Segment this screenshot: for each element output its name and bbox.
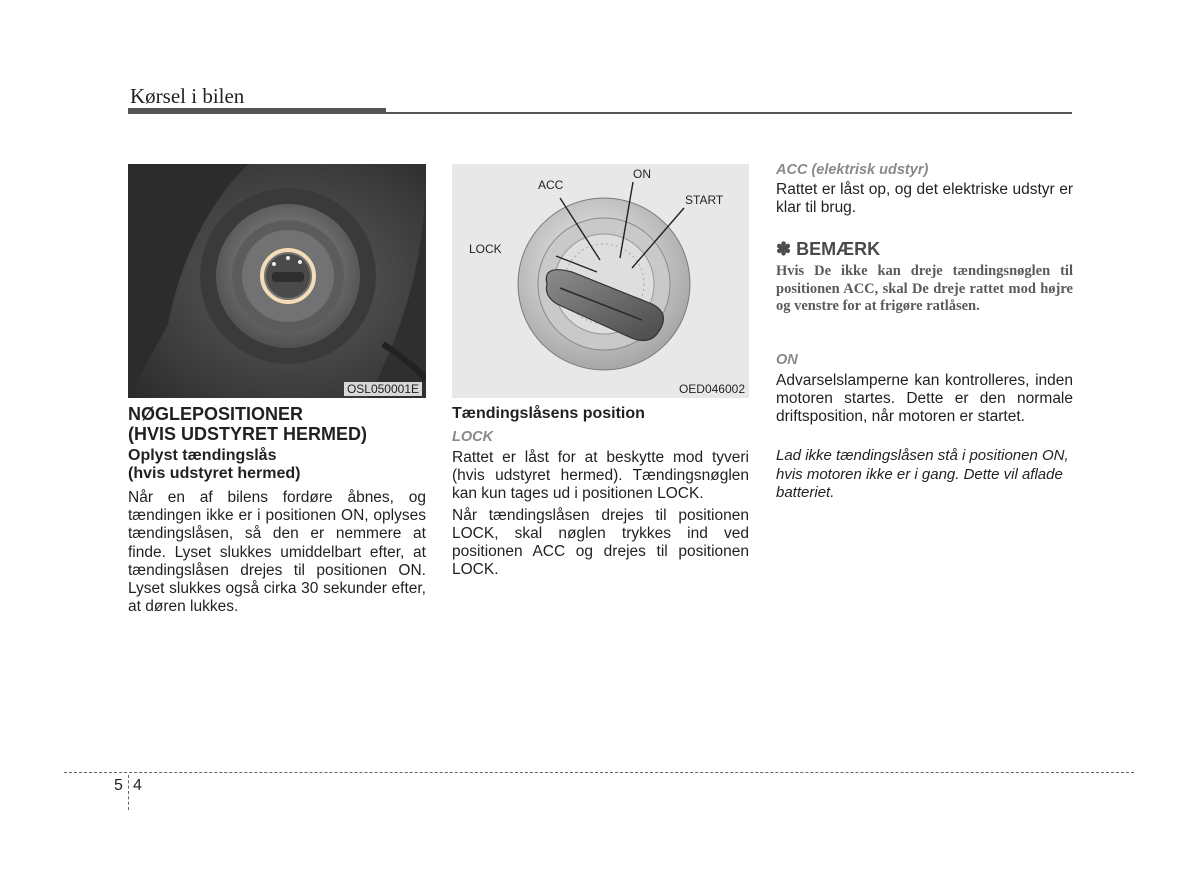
note-heading: [776, 239, 880, 260]
on-warning: Lad ikke tændingslåsen stå i positionen ON, hvis motoren ikke er i gang. Dette vil aflade batteriet.: [776, 447, 1069, 501]
heading-line: NØGLEPOSITIONER: [128, 404, 304, 424]
acc-title: ACC (elektrisk udstyr): [776, 162, 929, 178]
on-body: [776, 372, 1073, 430]
on-title: ON: [776, 352, 798, 368]
subheading-line: Oplyst tændingslås: [128, 447, 277, 464]
col1-body: [128, 489, 426, 619]
note-label: BEMÆRK: [796, 239, 881, 259]
paragraph: Når tændingslåsen drejes til positionen LOCK, skal nøglen trykkes ind ved positionen ACC og drejes til positionen LOCK.: [452, 506, 749, 579]
heading-ignition-position: Tændingslåsens position: [452, 405, 645, 422]
ignition-position-diagram: [452, 164, 749, 398]
heading-key-positions: [128, 404, 367, 444]
paragraph: Når en af bilens fordøre åbnes, og tændingen ikke er i positionen ON, oplyses tændingslåsen, så den er nemmere at finde. Lyset slukkes umiddelbart efter, at tændingslåsen drejes til positionen ON. Lyset slukkes også cirka 30 sekunder efter, at døren lukkes.: [128, 489, 426, 616]
footer-rule: [64, 772, 1134, 773]
note-body: Hvis De ikke kan dreje tændingsnøglen til positionen ACC, skal De dreje rattet mod højre og venstre for at frigøre ratlåsen.: [776, 263, 1073, 314]
label-acc: ACC: [538, 178, 564, 192]
chapter-number: 5: [114, 777, 123, 794]
figure-code: OSL050001E: [344, 382, 422, 396]
header-rule-thin: [386, 112, 1072, 114]
illuminated-ignition-photo: [128, 164, 426, 398]
subheading-illuminated-lock: [128, 447, 300, 483]
lock-title: LOCK: [452, 429, 494, 445]
paragraph: Rattet er låst op, og det elektriske udstyr er klar til brug.: [776, 181, 1073, 217]
page-number: 4: [133, 777, 142, 794]
ignition-photo-illustration: [128, 164, 426, 398]
section-title: Kørsel i bilen: [130, 84, 245, 108]
col2-body: [452, 449, 749, 582]
label-on: ON: [633, 167, 651, 181]
header-rule-thick: [128, 108, 386, 114]
note-symbol-icon: ✽: [776, 239, 792, 259]
label-lock: LOCK: [469, 242, 502, 256]
subheading-line: (hvis udstyret hermed): [128, 465, 301, 482]
page-number-divider: [128, 775, 129, 810]
heading-line: (HVIS UDSTYRET HERMED): [128, 424, 368, 444]
paragraph: Advarselslamperne kan kontrolleres, inden motoren startes. Dette er den normale driftsposition, når motoren er startet.: [776, 372, 1073, 426]
paragraph: Rattet er låst for at beskytte mod tyveri (hvis udstyret hermed). Tændingsnøglen kan kun tages ud i positionen LOCK.: [452, 449, 749, 503]
figure-code: OED046002: [678, 382, 745, 396]
label-start: START: [685, 193, 724, 207]
acc-body: [776, 181, 1073, 220]
